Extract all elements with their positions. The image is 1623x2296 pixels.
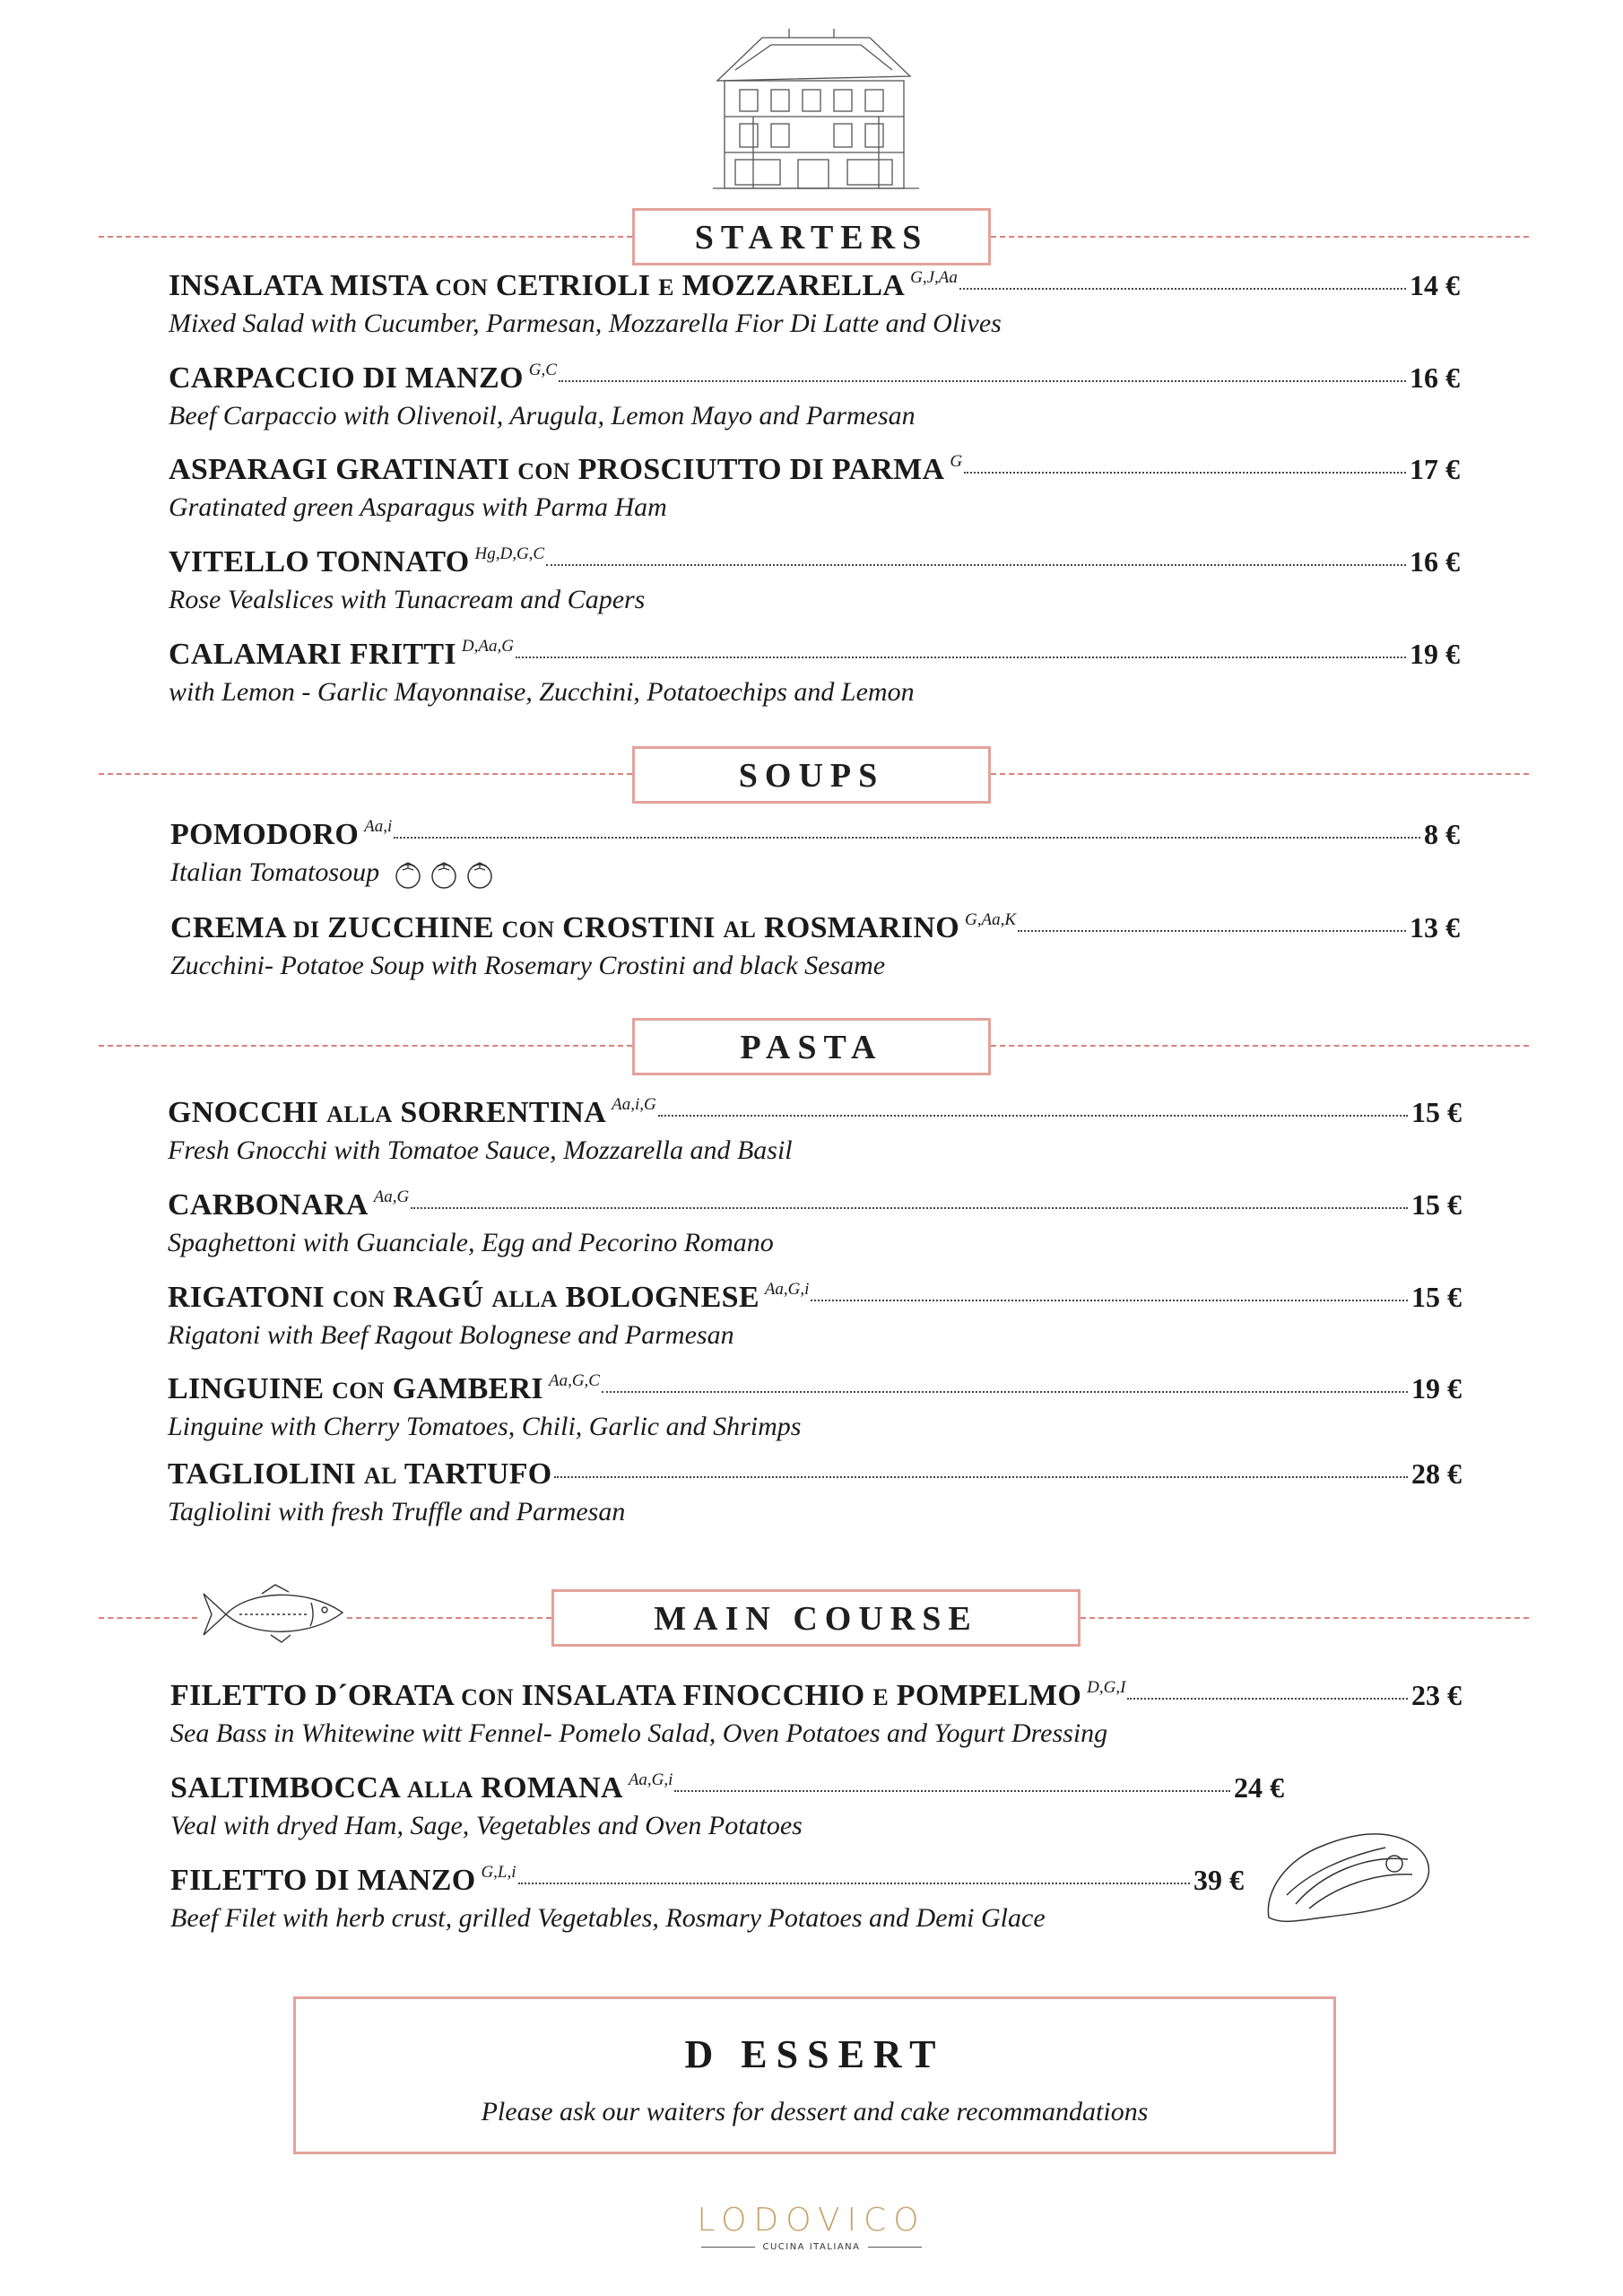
menu-item-name	[170, 1864, 475, 1898]
menu-item-description-text: Veal with dryed Ham, Sage, Vegetables and Oven Potatoes	[170, 1811, 803, 1840]
allergen-codes: Aa,i,G	[612, 1095, 656, 1114]
menu-item-name	[169, 453, 944, 487]
menu-item-name-part: BOLOGNESE	[557, 1281, 759, 1314]
menu-item-description-text: Zucchini- Potatoe Soup with Rosemary Crostini and black Sesame	[170, 951, 886, 980]
dotted-leader	[554, 1476, 1408, 1478]
menu-item-name-part: CON	[332, 1286, 386, 1312]
menu-item-name	[169, 638, 456, 672]
menu-item-description	[168, 1135, 1462, 1166]
menu-item	[168, 1096, 1462, 1166]
menu-item-name-part: E	[872, 1684, 889, 1710]
steak-illustration	[1260, 1819, 1439, 1931]
menu-item-name-part: INSALATA MISTA	[169, 269, 436, 302]
dessert-title: D ESSERT	[684, 2032, 945, 2076]
menu-item	[170, 1771, 1284, 1841]
menu-item-description-text: Linguine with Cherry Tomatoes, Chili, Garlic and Shrimps	[168, 1412, 802, 1441]
menu-item-price: 8 €	[1424, 818, 1460, 850]
allergen-codes: Aa,G,C	[548, 1371, 600, 1390]
menu-item	[169, 638, 1460, 708]
menu-item-name-part: TAGLIOLINI	[168, 1457, 365, 1491]
fish-illustration	[199, 1583, 347, 1646]
dessert-note: Please ask our waiters for dessert and cake recommandations	[481, 2097, 1149, 2126]
restaurant-logo	[664, 2202, 959, 2252]
menu-item-name	[169, 361, 524, 396]
menu-item-name-part: GAMBERI	[384, 1372, 543, 1405]
menu-item-description-text: Beef Carpaccio with Olivenoil, Arugula, Lemon Mayo and Parmesan	[169, 401, 916, 430]
menu-item-price: 15 €	[1411, 1188, 1462, 1221]
menu-item-name-part: TARTUFO	[396, 1457, 552, 1491]
menu-item-name-part: CETRIOLI	[488, 269, 659, 302]
menu-item-name-part: ROMANA	[473, 1771, 623, 1805]
menu-item-name-part: CROSTINI	[554, 911, 724, 944]
logo-rule	[868, 2247, 922, 2248]
allergen-codes: Aa,G,i	[628, 1770, 673, 1789]
menu-item-description	[170, 951, 1460, 981]
section-divider	[99, 773, 632, 775]
menu-item-price: 19 €	[1411, 1372, 1462, 1405]
menu-item-name-part: CON	[517, 458, 570, 484]
menu-item-description-text: Rose Vealslices with Tunacream and Capers	[169, 585, 646, 614]
dotted-leader	[674, 1790, 1230, 1792]
menu-item-name-part: PROSCIUTTO DI PARMA	[569, 453, 945, 486]
menu-item-description	[170, 1903, 1244, 1934]
logo-rule	[701, 2247, 755, 2248]
section-divider	[991, 1045, 1529, 1047]
menu-item-name-part: CON	[435, 274, 489, 300]
menu-item-name-part: SORRENTINA	[392, 1096, 607, 1129]
menu-item-price: 16 €	[1410, 361, 1460, 394]
dotted-leader	[546, 564, 1406, 566]
menu-item-description	[169, 401, 1460, 431]
menu-item-price: 23 €	[1411, 1679, 1462, 1711]
menu-item-name	[168, 1096, 606, 1130]
section-divider	[99, 1045, 632, 1047]
menu-item-name-part: ROSMARINO	[756, 911, 960, 944]
menu-item	[168, 1457, 1462, 1527]
menu-item-price: 13 €	[1410, 911, 1460, 944]
dotted-leader	[411, 1207, 1408, 1209]
menu-item-description	[169, 677, 1460, 708]
menu-item-name	[169, 269, 905, 303]
menu-item-name-part: VITELLO TONNATO	[169, 545, 470, 578]
menu-item-name-part: GNOCCHI	[168, 1096, 327, 1129]
menu-item-description-text: Mixed Salad with Cucumber, Parmesan, Mozzarella Fior Di Latte and Olives	[169, 309, 1002, 338]
tomato-icon	[392, 859, 424, 890]
menu-item-description-text: Fresh Gnocchi with Tomatoe Sauce, Mozzarella and Basil	[168, 1135, 793, 1165]
allergen-codes: G	[950, 452, 963, 471]
menu-item-name-part: INSALATA FINOCCHIO	[513, 1679, 873, 1712]
allergen-codes: Aa,i	[364, 817, 393, 836]
menu-item-name	[168, 1457, 552, 1492]
dotted-leader	[516, 657, 1406, 658]
dotted-leader	[602, 1391, 1408, 1393]
menu-item-description-text: with Lemon - Garlic Mayonnaise, Zucchini, Potatoechips and Lemon	[169, 677, 915, 707]
section-header-starters	[632, 208, 991, 265]
menu-item-name-part: LINGUINE	[168, 1372, 333, 1405]
menu-item-price: 24 €	[1234, 1771, 1284, 1804]
menu-item	[169, 545, 1460, 615]
section-divider	[347, 1617, 551, 1619]
menu-item-name-part: CON	[501, 917, 555, 943]
allergen-codes: G,J,Aa	[910, 268, 958, 287]
section-divider	[991, 236, 1529, 238]
allergen-codes: Hg,D,G,C	[474, 544, 545, 563]
dessert-box	[293, 1996, 1336, 2154]
menu-item-name-part: RIGATONI	[168, 1281, 333, 1314]
menu-item-description	[168, 1497, 1462, 1527]
menu-item-name-part: ALLA	[326, 1101, 393, 1127]
menu-item-name-part: ALLA	[491, 1286, 558, 1312]
menu-item-name	[169, 545, 470, 579]
menu-item-price: 39 €	[1193, 1864, 1244, 1896]
menu-item	[168, 1281, 1462, 1351]
menu-item-name-part: CARBONARA	[168, 1188, 369, 1222]
menu-item-description-text: Gratinated green Asparagus with Parma Ham	[169, 492, 667, 522]
allergen-codes: G,L,i	[481, 1863, 516, 1882]
menu-item-name-part: POMPELMO	[888, 1679, 1082, 1712]
menu-item-name	[168, 1281, 759, 1315]
menu-item-name	[168, 1372, 543, 1406]
menu-item-description	[169, 309, 1460, 339]
menu-item-name	[170, 1679, 1081, 1713]
dotted-leader	[518, 1883, 1190, 1884]
menu-item-name-part: ALLA	[407, 1777, 473, 1803]
section-title: STARTERS	[694, 219, 929, 257]
menu-item-name-part: CALAMARI FRITTI	[169, 638, 456, 671]
menu-item-price: 15 €	[1411, 1096, 1462, 1128]
menu-item-price: 28 €	[1411, 1457, 1462, 1490]
section-title: SOUPS	[738, 757, 885, 795]
dotted-leader	[658, 1115, 1408, 1117]
menu-item	[170, 1679, 1462, 1749]
logo-tagline: CUCINA ITALIANA	[762, 2242, 861, 2252]
menu-item-description-text: Rigatoni with Beef Ragout Bolognese and Parmesan	[168, 1320, 734, 1350]
menu-item	[170, 818, 1460, 890]
menu-item-name-part: CARPACCIO DI MANZO	[169, 361, 524, 395]
menu-item-name-part: CON	[461, 1684, 514, 1710]
menu-item-description	[169, 492, 1460, 523]
menu-item-description	[168, 1320, 1462, 1351]
menu-item-name	[170, 818, 359, 852]
section-title: MAIN COURSE	[654, 1600, 978, 1638]
menu-item-description-text: Beef Filet with herb crust, grilled Vegetables, Rosmary Potatoes and Demi Glace	[170, 1903, 1046, 1933]
menu-item-description	[169, 585, 1460, 615]
menu-item-price: 16 €	[1410, 545, 1460, 578]
menu-item-name-part: AL	[364, 1463, 397, 1489]
menu-item-description-text: Italian Tomatosoup	[170, 857, 380, 887]
dotted-leader	[394, 837, 1420, 839]
menu-item-description	[168, 1412, 1462, 1442]
menu-item-name-part: ASPARAGI GRATINATI	[169, 453, 518, 486]
dotted-leader	[959, 288, 1406, 290]
menu-item	[170, 911, 1460, 981]
menu-item-name-part: MOZZARELLA	[673, 269, 906, 302]
menu-item-name	[170, 911, 959, 945]
menu-item-description-text: Tagliolini with fresh Truffle and Parmesan	[168, 1497, 626, 1526]
section-title: PASTA	[740, 1029, 883, 1066]
section-header-main-course	[551, 1589, 1081, 1647]
menu-item-description-text: Spaghettoni with Guanciale, Egg and Pecorino Romano	[168, 1228, 774, 1257]
menu-item-name-part: SALTIMBOCCA	[170, 1771, 408, 1805]
menu-item-price: 14 €	[1410, 269, 1460, 301]
menu-item-description-text: Sea Bass in Whitewine witt Fennel- Pomelo Salad, Oven Potatoes and Yogurt Dressing	[170, 1718, 1108, 1748]
dotted-leader	[1018, 930, 1406, 932]
allergen-codes: D,G,I	[1087, 1678, 1126, 1697]
tomato-icon	[428, 859, 460, 890]
section-divider	[1081, 1617, 1529, 1619]
menu-item-name-part: DI	[292, 917, 320, 943]
building-illustration	[699, 27, 924, 193]
menu-item-name-part: ZUCCHINE	[319, 911, 502, 944]
dotted-leader	[811, 1300, 1408, 1301]
tomato-icon	[464, 859, 496, 890]
dotted-leader	[964, 472, 1406, 474]
section-divider	[99, 236, 632, 238]
section-header-pasta	[632, 1018, 991, 1075]
dotted-leader	[1127, 1698, 1408, 1700]
menu-item-description	[170, 857, 1460, 890]
menu-item-name-part: FILETTO D´ORATA	[170, 1679, 462, 1712]
menu-item-description	[170, 1811, 1284, 1841]
menu-item-price: 15 €	[1411, 1281, 1462, 1313]
section-divider	[991, 773, 1529, 775]
logo-name: LODOVICO	[697, 2202, 926, 2239]
menu-item-name-part: FILETTO DI MANZO	[170, 1864, 476, 1897]
menu-item-name-part: CREMA	[170, 911, 293, 944]
allergen-codes: Aa,G,i	[764, 1280, 810, 1299]
allergen-codes: Aa,G	[373, 1187, 410, 1206]
menu-item	[170, 1864, 1244, 1934]
menu-item-price: 19 €	[1410, 638, 1460, 670]
allergen-codes: D,Aa,G	[461, 637, 514, 656]
menu-item	[169, 361, 1460, 431]
menu-item-description	[170, 1718, 1462, 1749]
section-divider	[99, 1617, 197, 1619]
menu-item-name-part: RAGÚ	[385, 1281, 492, 1314]
menu-item	[169, 269, 1460, 339]
menu-item-name	[170, 1771, 623, 1805]
section-header-soups	[632, 746, 991, 804]
menu-item-name-part: E	[658, 274, 674, 300]
menu-item	[168, 1188, 1462, 1258]
allergen-codes: G,Aa,K	[965, 910, 1017, 929]
menu-item-name-part: CON	[332, 1378, 385, 1404]
menu-item-name-part: AL	[723, 917, 757, 943]
menu-item-name	[168, 1188, 369, 1222]
menu-item	[168, 1372, 1462, 1442]
menu-item-description	[168, 1228, 1462, 1258]
menu-item-name-part: POMODORO	[170, 818, 360, 851]
menu-item	[169, 453, 1460, 523]
allergen-codes: G,C	[528, 361, 557, 379]
dotted-leader	[559, 380, 1406, 382]
menu-item-price: 17 €	[1410, 453, 1460, 485]
